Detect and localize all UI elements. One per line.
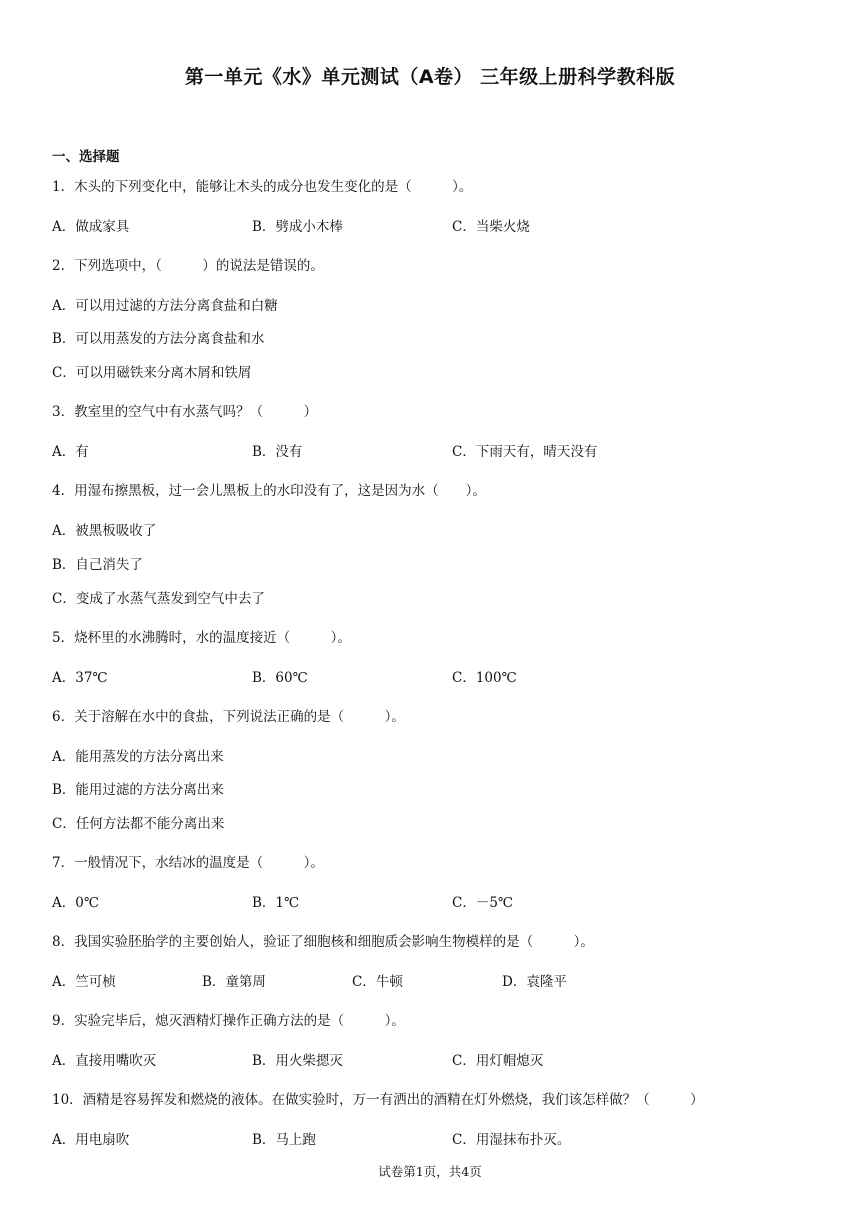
- q8-option-a: A．竺可桢: [52, 974, 116, 990]
- q9-option-b: B．用火柴摁灭: [252, 1053, 343, 1069]
- q6-option-b: B．能用过滤的方法分离出来: [52, 782, 224, 798]
- q1-option-b: B．劈成小木棒: [252, 219, 343, 235]
- q1-option-a: A．做成家具: [52, 219, 130, 235]
- page-title: 第一单元《水》单元测试（A卷） 三年级上册科学教科版: [184, 66, 676, 88]
- q8-option-d: D．袁隆平: [502, 974, 567, 990]
- q2-option-b: B．可以用蒸发的方法分离食盐和水: [52, 331, 265, 347]
- page-footer: 试卷第1页，共4页: [378, 1164, 482, 1179]
- q6-option-c: C．任何方法都不能分离出来: [52, 816, 225, 832]
- q3-option-c: C．下雨天有，晴天没有: [452, 444, 598, 460]
- q10-option-c: C．用湿抹布扑灭。: [452, 1132, 571, 1148]
- section-heading: 一、选择题: [52, 149, 120, 165]
- question-7: 7．一般情况下，水结冰的温度是（ ）。: [52, 855, 324, 871]
- q2-option-c: C．可以用磁铁来分离木屑和铁屑: [52, 365, 252, 381]
- q5-option-a: A．37℃: [52, 670, 108, 686]
- q5-option-b: B．60℃: [252, 670, 308, 686]
- q9-option-a: A．直接用嘴吹灭: [52, 1053, 157, 1069]
- q7-option-b: B．1℃: [252, 895, 300, 911]
- q9-option-c: C．用灯帽熄灭: [452, 1053, 544, 1069]
- q8-option-c: C．牛顿: [352, 974, 403, 990]
- q10-option-a: A．用电扇吹: [52, 1132, 130, 1148]
- q7-option-c: C．－5℃: [452, 895, 514, 911]
- question-6: 6．关于溶解在水中的食盐，下列说法正确的是（ ）。: [52, 709, 405, 725]
- q8-option-b: B．童第周: [202, 974, 266, 990]
- question-3: 3．教室里的空气中有水蒸气吗？（ ）: [52, 404, 318, 420]
- q4-option-c: C．变成了水蒸气蒸发到空气中去了: [52, 591, 265, 607]
- q10-option-b: B．马上跑: [252, 1132, 316, 1148]
- q2-option-a: A．可以用过滤的方法分离食盐和白糖: [52, 298, 278, 314]
- q7-option-a: A．0℃: [52, 895, 99, 911]
- q1-option-c: C．当柴火烧: [452, 219, 530, 235]
- question-9: 9．实验完毕后，熄灭酒精灯操作正确方法的是（ ）。: [52, 1013, 405, 1029]
- question-2: 2．下列选项中，（ ）的说法是错误的。: [52, 258, 324, 274]
- q4-option-b: B．自己消失了: [52, 557, 143, 573]
- question-1: 1．木头的下列变化中，能够让木头的成分也发生变化的是（ ）。: [52, 179, 473, 195]
- q5-option-c: C．100℃: [452, 670, 517, 686]
- question-5: 5．烧杯里的水沸腾时，水的温度接近（ ）。: [52, 630, 351, 646]
- q4-option-a: A．被黑板吸收了: [52, 523, 157, 539]
- q6-option-a: A．能用蒸发的方法分离出来: [52, 749, 224, 765]
- question-8: 8．我国实验胚胎学的主要创始人，验证了细胞核和细胞质会影响生物模样的是（ ）。: [52, 934, 594, 950]
- q3-option-a: A．有: [52, 444, 89, 460]
- question-4: 4．用湿布擦黑板，过一会儿黑板上的水印没有了，这是因为水（ ）。: [52, 483, 486, 499]
- q3-option-b: B．没有: [252, 444, 303, 460]
- question-10: 10．酒精是容易挥发和燃烧的液体。在做实验时，万一有洒出的酒精在灯外燃烧，我们该怎样做？（ ）: [52, 1092, 704, 1108]
